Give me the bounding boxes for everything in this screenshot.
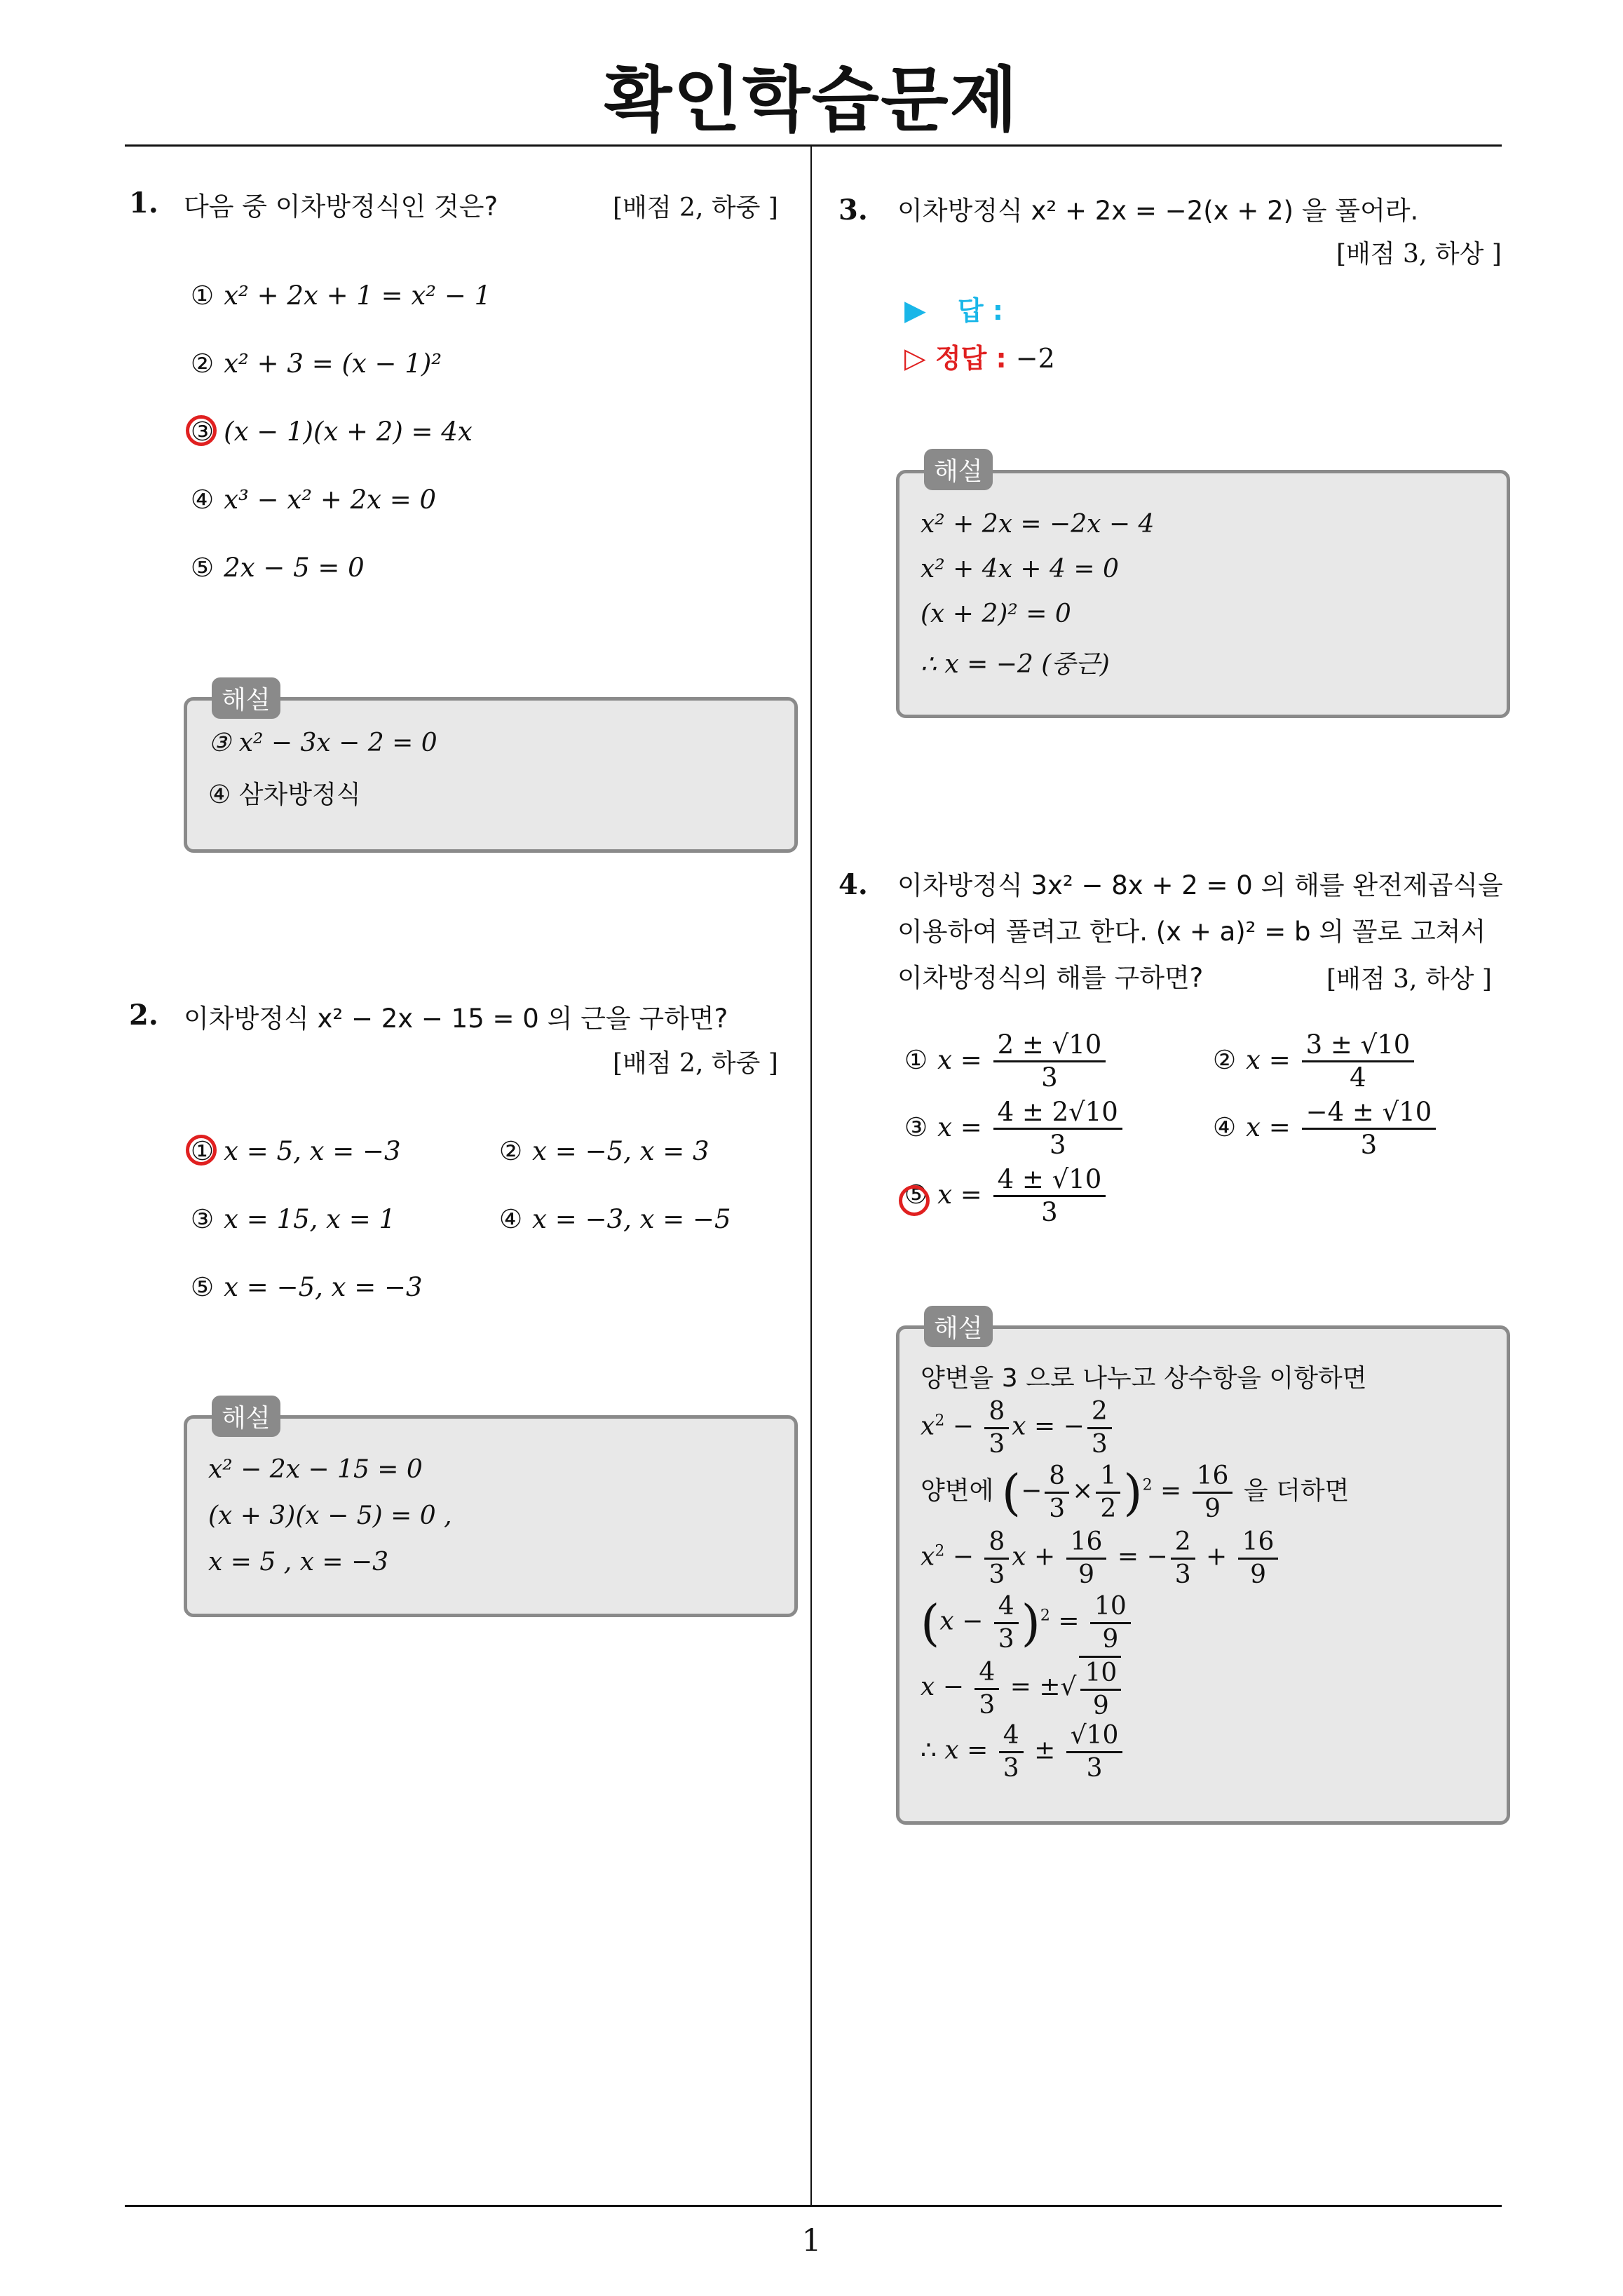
correct-answer-line [904,337,1055,375]
outline-arrow-icon: ▷ [904,342,926,374]
footer-rule [125,2205,1502,2207]
fraction-denominator: 4 [1350,1062,1366,1093]
question-2-text: 이차방정식 x² − 2x − 15 = 0 의 근을 구하면? [184,1004,728,1034]
option-math: x = 15, x = 1 [224,1204,396,1234]
choice-mark: ④ [191,485,215,515]
q1-option-1[interactable] [191,281,491,311]
question-1 [129,187,158,220]
fraction-denominator: 3 [1049,1130,1066,1160]
solution-line: ③ x² − 3x − 2 = 0 [208,729,437,757]
solution-equation-4: (x − $\frac{4}{3}$ )$^2$ = $\frac{10}{9}$ [921,1591,1134,1655]
fraction-numerator: 3 ± √10 [1302,1029,1415,1062]
answer-circle-mark [899,1185,930,1216]
choice-mark: ② [1213,1045,1237,1075]
fraction-numerator: 2 ± √10 [993,1029,1106,1062]
solution-box-q2 [184,1415,798,1617]
option-fraction [993,1164,1106,1228]
q1-option-5[interactable] [191,553,365,583]
q4-option-3[interactable]: ③ x = $\frac{4 \pm 2√10}{3}$ [904,1097,1125,1161]
fraction-denominator: 3 [1360,1130,1378,1160]
column-divider [810,144,812,2206]
option-fraction [993,1029,1106,1093]
choice-mark: ① [191,1136,215,1166]
solution-equation-2: 양변에 (− $\frac{8}{3}$ × $\frac{1}{2}$ )$^2$ = $\frac{16}{9}$ 을 더하면 [921,1461,1350,1523]
answer-circle-mark [186,1135,217,1166]
solution-line: (x + 3)(x − 5) = 0 , [208,1501,452,1530]
question-4-meta: [배점 3, 하상 ] [1326,965,1492,994]
option-math: x² + 3 = (x − 1)² [224,349,442,379]
choice-mark: ⑤ [904,1180,928,1210]
option-math: 2x − 5 = 0 [224,553,365,583]
fraction-numerator: 4 ± 2√10 [993,1097,1122,1130]
question-2 [129,999,158,1032]
fraction-denominator: 3 [1041,1197,1058,1227]
fraction-denominator: 3 [1041,1062,1058,1093]
page-title: 확인학습문제 [604,59,1019,141]
solution-equation-5: x − $\frac{4}{3}$ = ±√ $\frac{10}{9}$ [921,1656,1124,1722]
q1-option-4[interactable] [191,485,436,515]
question-2-meta: [배점 2, 하중 ] [613,1049,778,1078]
option-math: x = −5, x = −3 [224,1272,423,1302]
question-number: 4. [838,868,868,901]
q1-option-3[interactable] [191,417,473,447]
solution-equation-1: $x^2$ − $\frac{8}{3}$ x = − $\frac{2}{3}$ [921,1396,1115,1460]
solution-tag: 해설 [212,677,280,719]
choice-mark: ③ [191,1204,215,1234]
option-math: (x − 1)(x + 2) = 4x [224,417,473,447]
q2-option-3[interactable] [191,1204,395,1234]
q2-option-5[interactable] [191,1272,423,1302]
choice-mark: ③ [191,417,215,447]
solution-line: x² − 2x − 15 = 0 [208,1455,423,1484]
q4-option-4[interactable]: ④ x = $\frac{-4 \pm √10}{3}$ [1213,1097,1439,1161]
option-math: x = −3, x = −5 [532,1204,731,1234]
choice-mark: ④ [499,1204,523,1234]
question-4-text-line-2: 이용하여 풀려고 한다. (x + a)² = b 의 꼴로 고쳐서 [897,917,1486,947]
solution-tag: 해설 [924,1306,993,1347]
q1-option-2[interactable] [191,349,442,379]
answer-line [904,289,1003,327]
question-3-text: 이차방정식 x² + 2x = −2(x + 2) 을 풀어라. [897,196,1419,226]
solution-box-q3 [896,470,1510,718]
question-4 [838,868,868,901]
solution-equation-6: ∴ x = $\frac{4}{3}$ ± $\frac{√10}{3}$ [921,1720,1125,1784]
option-math: x³ − x² + 2x = 0 [224,485,437,515]
solution-line: ④ 삼차방정식 [208,781,361,809]
answer-label: 답 : [957,295,1003,326]
q4-option-2[interactable]: ② x = $\frac{3 \pm √10}{4}$ [1213,1029,1417,1093]
question-4-text-line-1: 이차방정식 3x² − 8x + 2 = 0 의 해를 완전제곱식을 [897,870,1503,900]
solution-add-text: 을 더하면 [1243,1476,1350,1506]
correct-label: 정답 : [935,343,1007,374]
question-1-meta: [배점 2, 하중 ] [613,194,778,222]
choice-mark: ② [191,349,215,379]
solution-line: 양변을 3 으로 나누고 상수항을 이항하면 [921,1364,1367,1393]
solution-line: x = 5 , x = −3 [208,1548,389,1576]
option-fraction [1302,1029,1415,1093]
solution-line: ∴ x = −2 (중근) [921,650,1110,679]
solution-line: x² + 4x + 4 = 0 [921,555,1119,583]
choice-mark: ⑤ [191,1272,215,1302]
solution-line: (x + 2)² = 0 [921,600,1071,628]
solution-tag: 해설 [924,449,993,490]
option-math: x = −5, x = 3 [532,1136,709,1166]
solution-box-q4 [896,1325,1510,1825]
fraction-numerator: 4 ± √10 [993,1164,1106,1197]
question-3 [838,194,868,227]
question-1-text: 다음 중 이차방정식인 것은? [184,191,498,222]
q4-option-5[interactable]: ⑤ x = $\frac{4 \pm √10}{3}$ [904,1164,1108,1228]
option-fraction [993,1097,1122,1161]
header-rule [125,144,1502,147]
q2-option-2[interactable] [499,1136,709,1166]
option-fraction [1302,1097,1437,1161]
fraction-numerator: −4 ± √10 [1302,1097,1437,1130]
choice-mark: ④ [1213,1112,1237,1142]
choice-mark: ① [191,281,215,311]
solution-equation-3: $x^2$ − $\frac{8}{3}$ x + $\frac{16}{9}$ = − $\frac{2}{3}$ + $\frac{16}{9}$ [921,1527,1281,1591]
choice-mark: ③ [904,1112,928,1142]
question-number: 1. [129,187,158,220]
play-arrow-icon: ▶ [904,295,926,327]
choice-mark: ① [904,1045,928,1075]
question-3-meta: [배점 3, 하상 ] [1336,240,1502,269]
solution-tag: 해설 [212,1396,280,1437]
solution-box-q1 [184,697,798,853]
q2-option-4[interactable] [499,1204,731,1234]
page-number: 1 [801,2223,822,2259]
question-number: 3. [838,194,868,227]
q4-option-1[interactable]: ① x = $\frac{2 \pm √10}{3}$ [904,1029,1108,1093]
question-number: 2. [129,999,158,1032]
answer-circle-mark [186,415,217,446]
q2-option-1[interactable] [191,1136,401,1166]
solution-line: x² + 2x = −2x − 4 [921,510,1155,539]
option-math: x = 5, x = −3 [224,1136,401,1166]
question-4-text-line-3: 이차방정식의 해를 구하면? [897,963,1204,993]
correct-value: −2 [1015,343,1055,374]
choice-mark: ② [499,1136,523,1166]
option-math: x² + 2x + 1 = x² − 1 [224,281,491,311]
choice-mark: ⑤ [191,553,215,583]
